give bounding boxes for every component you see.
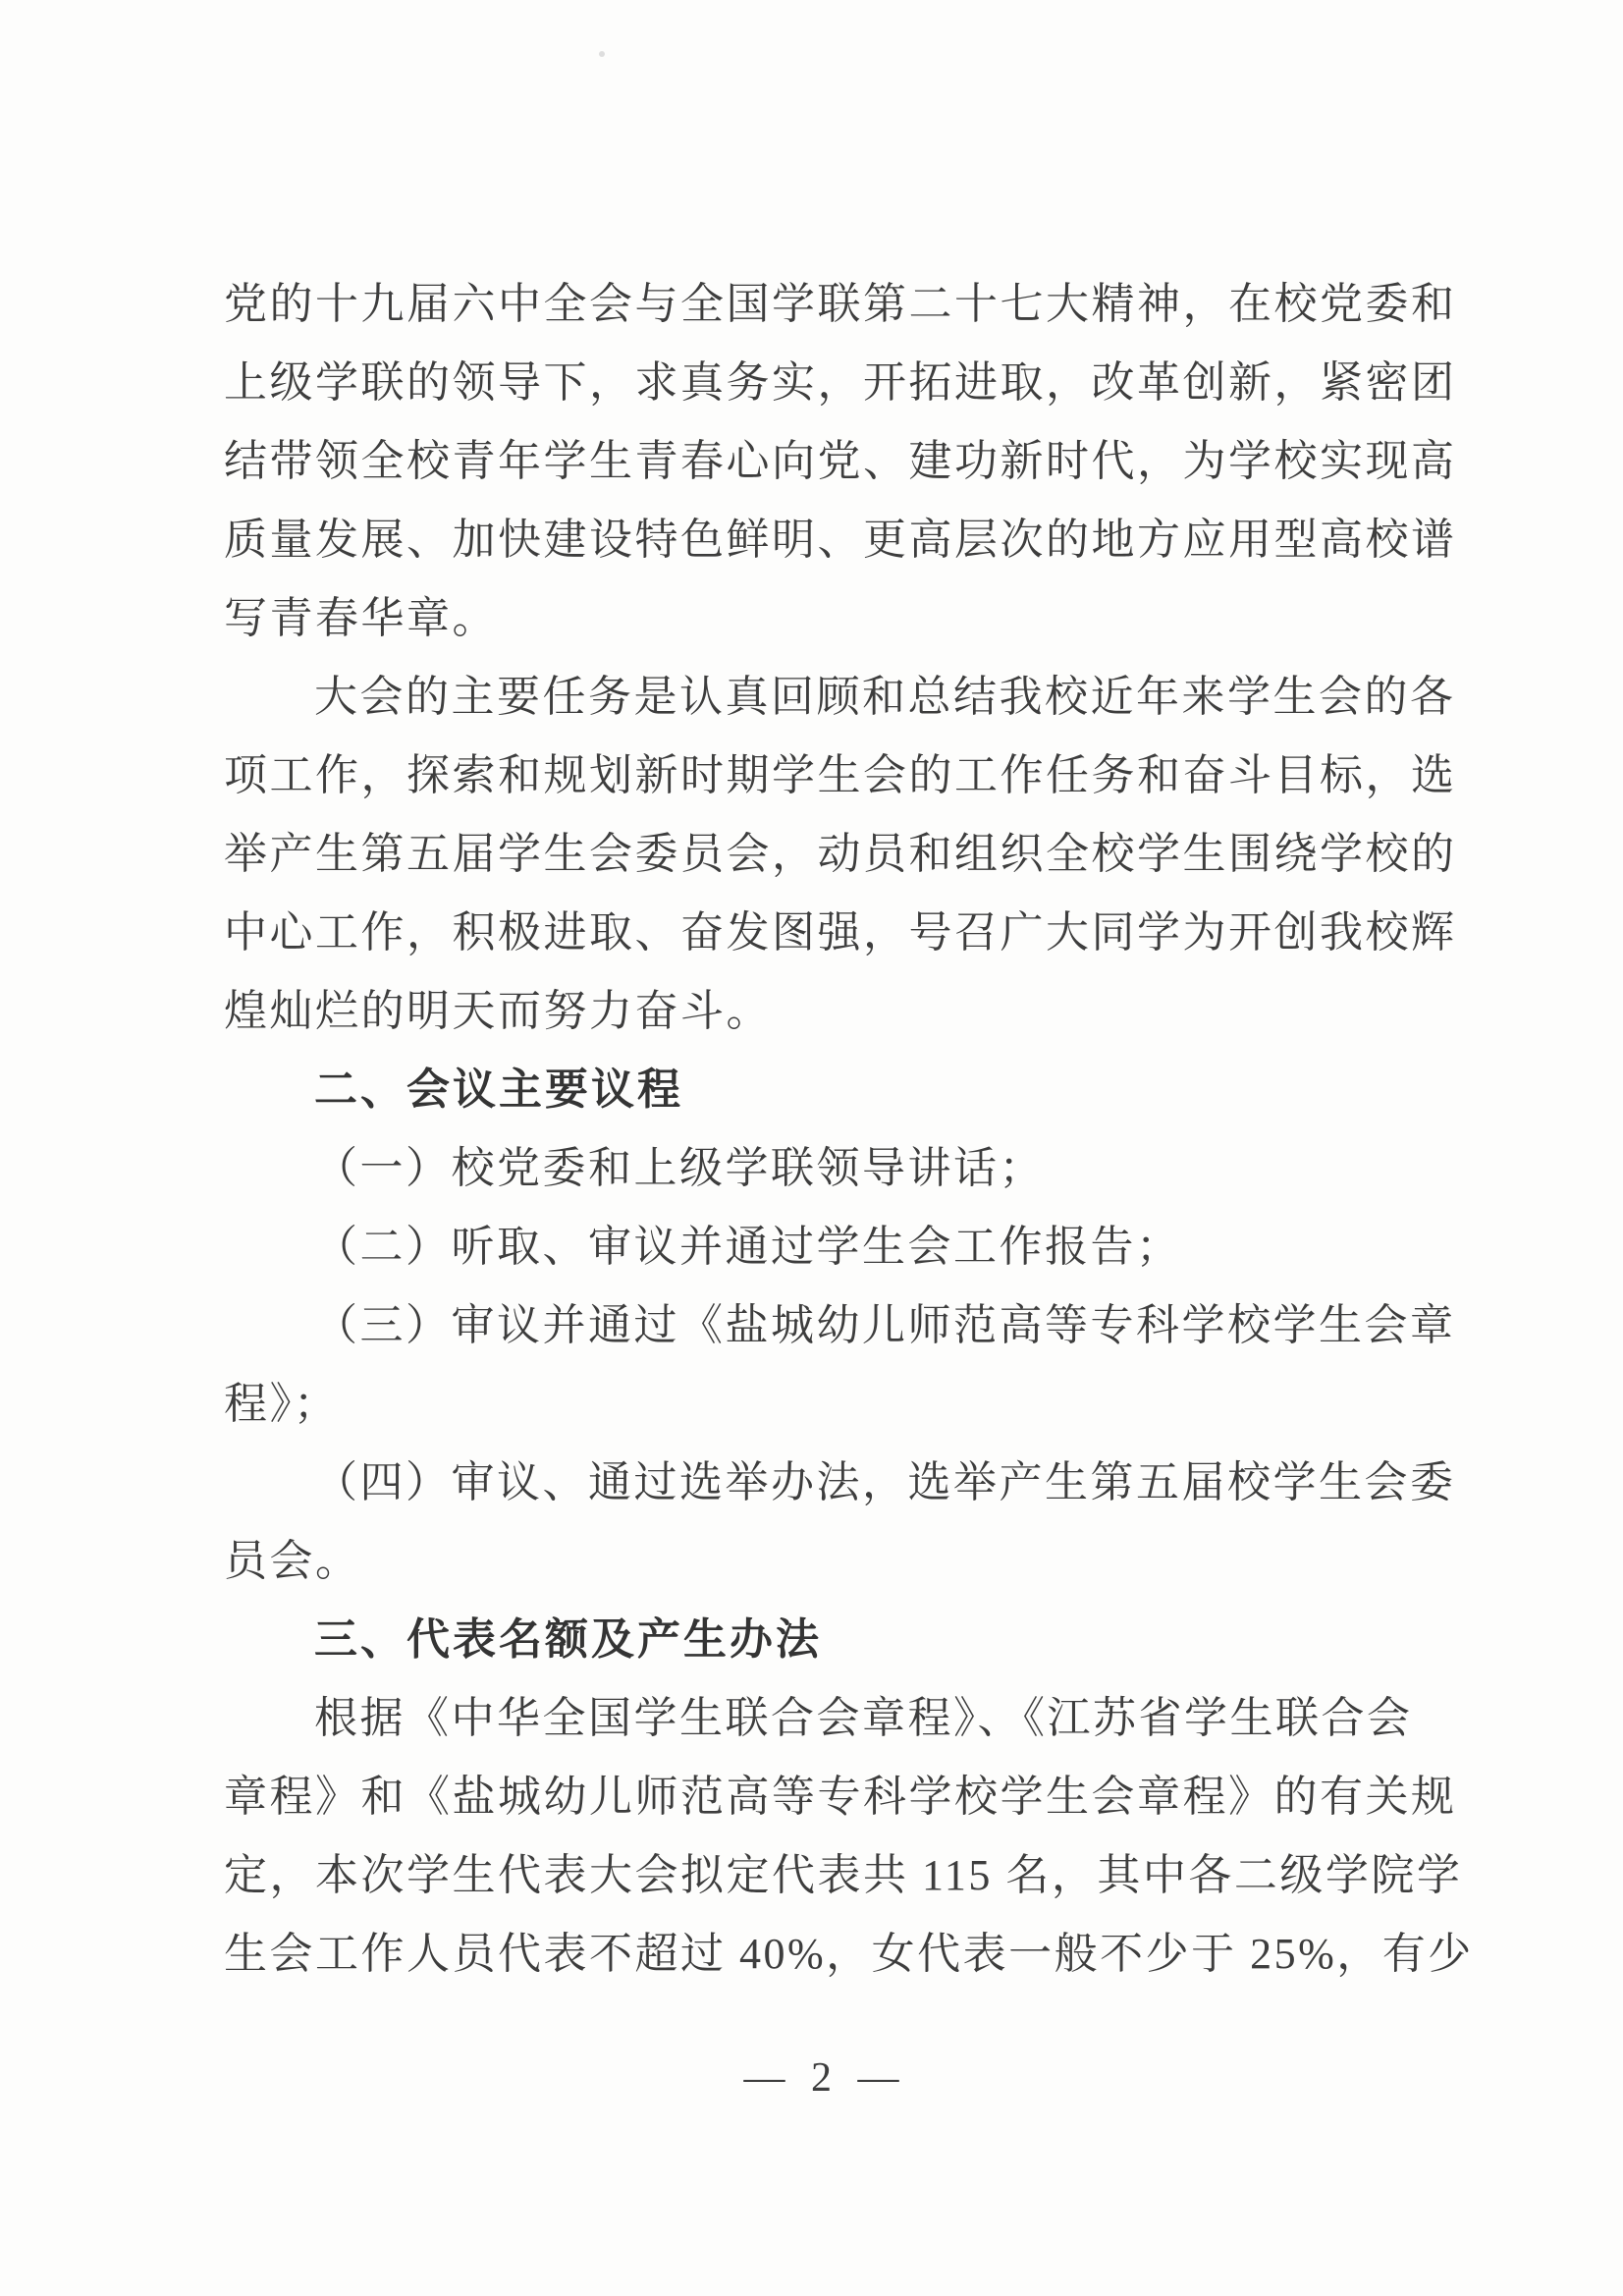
paragraph-line: 质量发展、加快建设特色鲜明、更高层次的地方应用型高校谱	[224, 516, 1457, 564]
agenda-item-2: （二）听取、审议并通过学生会工作报告；	[314, 1223, 1182, 1271]
paragraph-line: 煌灿烂的明天而努力奋斗。	[224, 987, 772, 1035]
paragraph-line: 项工作，探索和规划新时期学生会的工作任务和奋斗目标，选	[224, 751, 1457, 799]
agenda-item-1: （一）校党委和上级学联领导讲话；	[314, 1144, 1045, 1192]
paragraph-line: 结带领全校青年学生青春心向党、建功新时代，为学校实现高	[224, 437, 1457, 485]
paragraph-line: 大会的主要任务是认真回顾和总结我校近年来学生会的各	[314, 673, 1456, 721]
paragraph-line: 定，本次学生代表大会拟定代表共 115 名，其中各二级学院学	[224, 1851, 1463, 1899]
paragraph-line: 写青春华章。	[224, 594, 498, 642]
paragraph-line: 上级学联的领导下，求真务实，开拓进取，改革创新，紧密团	[224, 358, 1457, 407]
section-heading-agenda: 二、会议主要议程	[314, 1066, 683, 1114]
agenda-item-3: （三）审议并通过《盐城幼儿师范高等专科学校学生会章	[314, 1301, 1456, 1349]
paragraph-line: 根据《中华全国学生联合会章程》、《江苏省学生联合会	[314, 1694, 1413, 1742]
page-number: — 2 —	[743, 2055, 907, 2101]
agenda-item-4: （四）审议、通过选举办法，选举产生第五届校学生会委	[314, 1458, 1456, 1506]
paragraph-line: 员会。	[224, 1537, 361, 1585]
scan-artifact	[599, 51, 605, 57]
paragraph-line: 举产生第五届学生会委员会，动员和组织全校学生围绕学校的	[224, 830, 1457, 878]
section-heading-quota: 三、代表名额及产生办法	[314, 1615, 822, 1664]
paragraph-line: 程》；	[224, 1380, 340, 1428]
paragraph-line: 生会工作人员代表不超过 40%，女代表一般不少于 25%，有少	[224, 1930, 1474, 1978]
paragraph-line: 章程》和《盐城幼儿师范高等专科学校学生会章程》的有关规	[224, 1773, 1457, 1821]
paragraph-line: 党的十九届六中全会与全国学联第二十七大精神，在校党委和	[224, 280, 1457, 328]
document-body	[224, 265, 1474, 1994]
paragraph-line: 中心工作，积极进取、奋发图强，号召广大同学为开创我校辉	[224, 908, 1457, 957]
